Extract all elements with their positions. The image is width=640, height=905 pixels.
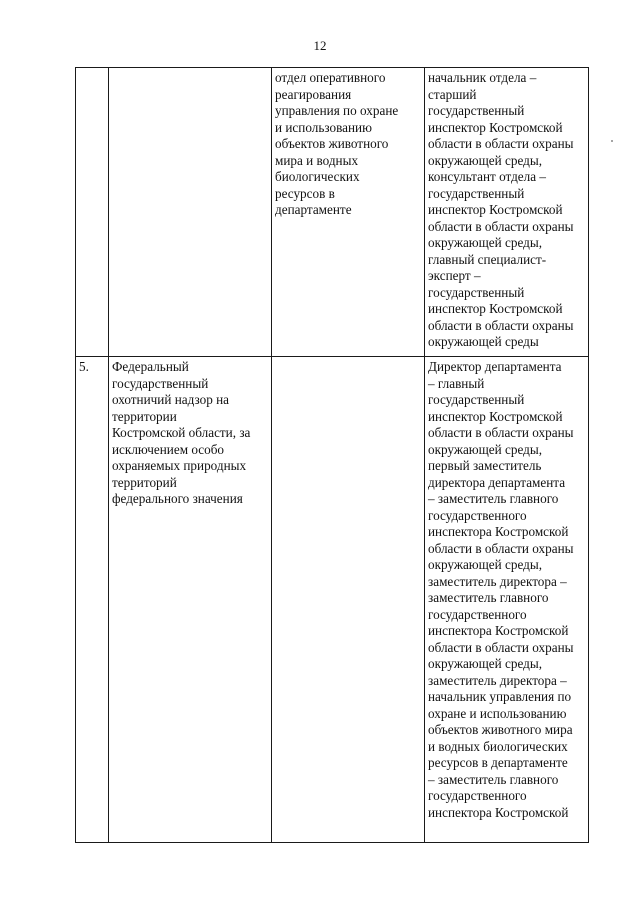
text-line: начальник управления по (428, 689, 572, 704)
text-line: заместитель главного (428, 590, 549, 605)
text-line: – заместитель главного (428, 771, 559, 787)
text-line: первый заместитель (428, 458, 542, 473)
text-line: – главный (428, 375, 485, 391)
text-line: биологических (275, 169, 360, 184)
control-type-cell (109, 68, 272, 357)
text-line: объектов животного (275, 136, 389, 151)
text-line: области в области охраны (428, 136, 574, 151)
text-line: объектов животного мира (428, 722, 573, 737)
text-line: ресурсов в департаменте (428, 755, 568, 770)
text-line: заместитель директора – (428, 672, 567, 688)
officials-cell (425, 68, 589, 357)
text-line: ресурсов в (275, 185, 335, 201)
text-line: государственного (428, 606, 527, 622)
text-line: области в области охраны (428, 540, 574, 556)
text-line: окружающей среды, (428, 235, 543, 250)
text-line: территории (112, 408, 177, 424)
authority-table (75, 67, 589, 843)
text-line: охотничий надзор на (112, 392, 230, 407)
text-line: инспектор Костромской (428, 119, 563, 135)
text-line: инспектор Костромской (428, 408, 563, 424)
text-line: государственный (428, 103, 525, 118)
text-line: департаменте (275, 202, 352, 217)
text-line: области в области охраны (428, 317, 574, 333)
text-line: реагирования (275, 86, 352, 102)
text-line: эксперт – (428, 268, 481, 283)
structural-unit-cell (272, 357, 425, 843)
text-line: государственного (428, 507, 527, 523)
structural-unit-cell (272, 68, 425, 357)
officials-cell (425, 357, 589, 843)
text-line: Костромской области, за (112, 425, 251, 440)
text-line: государственный (428, 185, 525, 201)
text-line: охране и использованию (428, 705, 567, 721)
text-line: директора департамента (428, 474, 566, 490)
text-line: федерального значения (112, 491, 243, 506)
text-line: государственного (428, 788, 527, 803)
text-line: главный специалист- (428, 251, 547, 267)
text-line: Федеральный (112, 359, 189, 374)
control-type-cell (109, 357, 272, 843)
scan-speck (611, 140, 613, 142)
text-line: государственный (428, 392, 525, 407)
table-row (76, 357, 589, 843)
text-line: охраняемых природных (112, 458, 247, 473)
text-line: области в области охраны (428, 639, 574, 655)
text-line: территорий (112, 474, 177, 490)
text-line: инспектор Костромской (428, 202, 563, 217)
text-line: – заместитель главного (428, 491, 559, 506)
text-line: окружающей среды (428, 334, 539, 349)
text-line: окружающей среды, (428, 441, 543, 457)
text-line: окружающей среды, (428, 557, 543, 572)
text-line: исключением особо (112, 441, 225, 457)
text-line: государственный (428, 284, 525, 300)
text-line: и использованию (275, 119, 372, 135)
text-line: старший (428, 86, 477, 102)
text-line: консультант отдела – (428, 169, 546, 184)
text-line: области в области охраны (428, 425, 574, 440)
text-line: отдел оперативного (275, 70, 386, 85)
text-line: и водных биологических (428, 738, 568, 754)
text-line: государственный (112, 375, 209, 391)
text-line: области в области охраны (428, 218, 574, 234)
text-line: Директор департамента (428, 359, 562, 374)
text-line: окружающей среды, (428, 152, 543, 168)
text-line: заместитель директора – (428, 573, 567, 589)
row-number-cell: 5. (76, 357, 109, 843)
row-number-cell (76, 68, 109, 357)
text-line: инспектор Костромской (428, 301, 563, 316)
page-number: 12 (313, 38, 327, 53)
text-line: окружающей среды, (428, 656, 543, 671)
text-line: инспектора Костромской (428, 623, 569, 638)
text-line: начальник отдела – (428, 70, 537, 85)
text-line: инспектора Костромской (428, 804, 569, 820)
table-row (76, 68, 589, 357)
text-line: мира и водных (275, 152, 359, 168)
text-line: управления по охране (275, 103, 399, 118)
text-line: инспектора Костромской (428, 524, 569, 539)
